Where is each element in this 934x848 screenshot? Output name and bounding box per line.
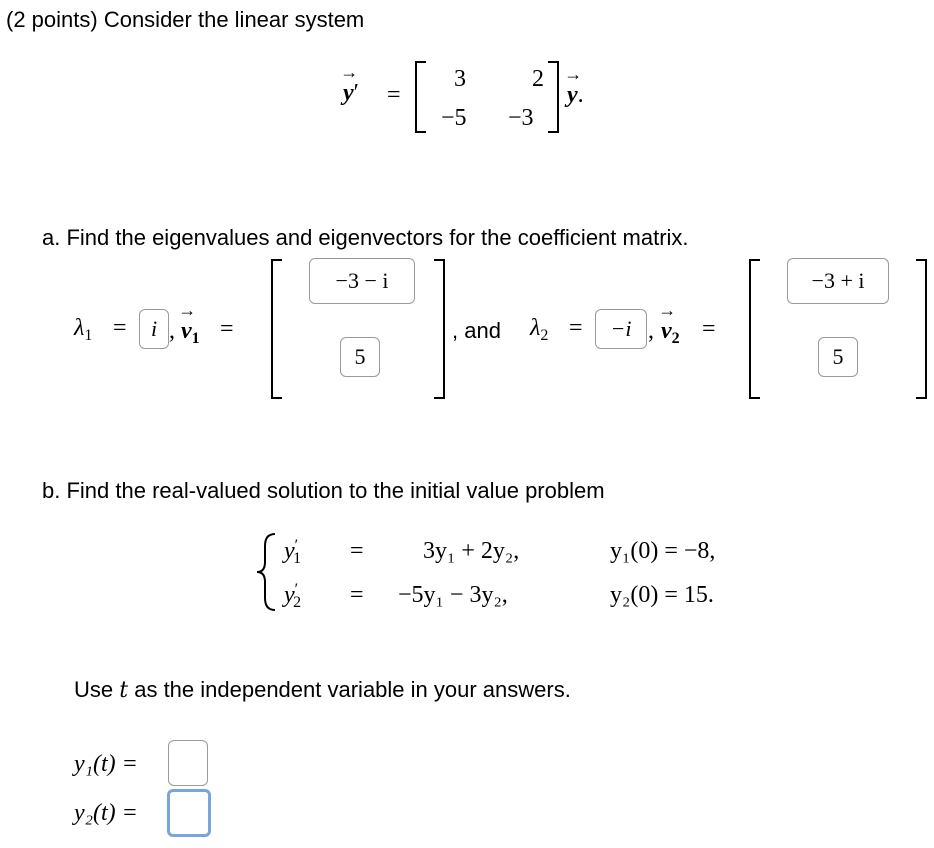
row1-lhs bbox=[284, 538, 301, 565]
v1-label bbox=[181, 318, 200, 345]
v2-equals: = bbox=[702, 316, 716, 342]
lambda1-subscript: 1 bbox=[84, 327, 93, 344]
v-vector: → v bbox=[181, 318, 192, 345]
answer-y1-input[interactable] bbox=[168, 740, 208, 786]
period: . bbox=[577, 82, 584, 108]
lambda2-subscript: 2 bbox=[540, 327, 549, 344]
matrix-a21: −5 bbox=[441, 105, 467, 131]
system-brace bbox=[255, 532, 281, 612]
part-a-prompt: a. Find the eigenvalues and eigenvectors for the coefficient matrix. bbox=[42, 225, 689, 250]
and-text: , and bbox=[452, 318, 501, 343]
prime: ′ bbox=[353, 80, 359, 106]
comma-1: , bbox=[169, 318, 175, 344]
row2-var: y bbox=[284, 582, 295, 608]
row1-initial-condition: y₁(0) = −8, bbox=[610, 538, 716, 564]
row2-sub: 2 bbox=[293, 594, 302, 611]
v2-subscript: 2 bbox=[671, 330, 680, 347]
row2-equals: = bbox=[350, 582, 364, 608]
instruction-post: as the independent variable in your answers. bbox=[134, 677, 571, 702]
lambda1-input[interactable]: i bbox=[139, 309, 169, 349]
v1-subscript: 1 bbox=[191, 330, 200, 347]
matrix-a22: −3 bbox=[508, 105, 534, 131]
problem-header: (2 points) Consider the linear system bbox=[6, 7, 365, 32]
lambda2-input[interactable]: −i bbox=[595, 309, 647, 349]
system-equals: = bbox=[387, 82, 401, 108]
v2-bottom-input[interactable]: 5 bbox=[818, 337, 858, 377]
row1-rhs: 3y₁ + 2y₂, bbox=[423, 538, 520, 564]
lambda-symbol-2: λ bbox=[530, 315, 541, 341]
row1-var: y bbox=[284, 538, 295, 564]
matrix-a11: 3 bbox=[454, 66, 466, 92]
lambda1-equals: = bbox=[113, 315, 127, 341]
row2-prime: ′ bbox=[294, 581, 299, 598]
lambda-symbol: λ bbox=[74, 315, 85, 341]
lambda2-label bbox=[530, 315, 548, 342]
row1-sub: 1 bbox=[293, 550, 302, 567]
answer-y2-label: y₂(t) = bbox=[74, 800, 138, 826]
row1-prime: ′ bbox=[294, 537, 299, 554]
v2-label bbox=[661, 318, 680, 345]
v-vector-2: → v bbox=[661, 318, 672, 345]
row2-rhs: −5y₁ − 3y₂, bbox=[398, 582, 508, 608]
instruction-pre: Use bbox=[74, 677, 114, 702]
answer-y1-label: y₁(t) = bbox=[74, 751, 138, 777]
y-vector-rhs bbox=[567, 82, 584, 109]
row2-initial-condition: y₂(0) = 15. bbox=[610, 582, 714, 608]
comma-2: , bbox=[648, 318, 654, 344]
row1-equals: = bbox=[350, 538, 364, 564]
y-prime-lhs bbox=[343, 80, 359, 107]
y-vector: → y bbox=[343, 80, 354, 107]
v1-top-input[interactable]: −3 − i bbox=[309, 258, 415, 304]
lambda1-label bbox=[74, 315, 92, 342]
answer-y2-input[interactable] bbox=[167, 789, 211, 837]
y-vector-icon: → y bbox=[567, 82, 578, 109]
instruction-var: t bbox=[119, 678, 129, 703]
instruction-text bbox=[74, 677, 571, 703]
v1-equals: = bbox=[220, 316, 234, 342]
lambda2-equals: = bbox=[569, 315, 583, 341]
v1-bottom-input[interactable]: 5 bbox=[340, 337, 380, 377]
matrix-a12: 2 bbox=[532, 66, 544, 92]
part-b-prompt: b. Find the real-valued solution to the initial value problem bbox=[42, 478, 605, 503]
row2-lhs bbox=[284, 582, 301, 609]
v2-top-input[interactable]: −3 + i bbox=[787, 258, 889, 304]
